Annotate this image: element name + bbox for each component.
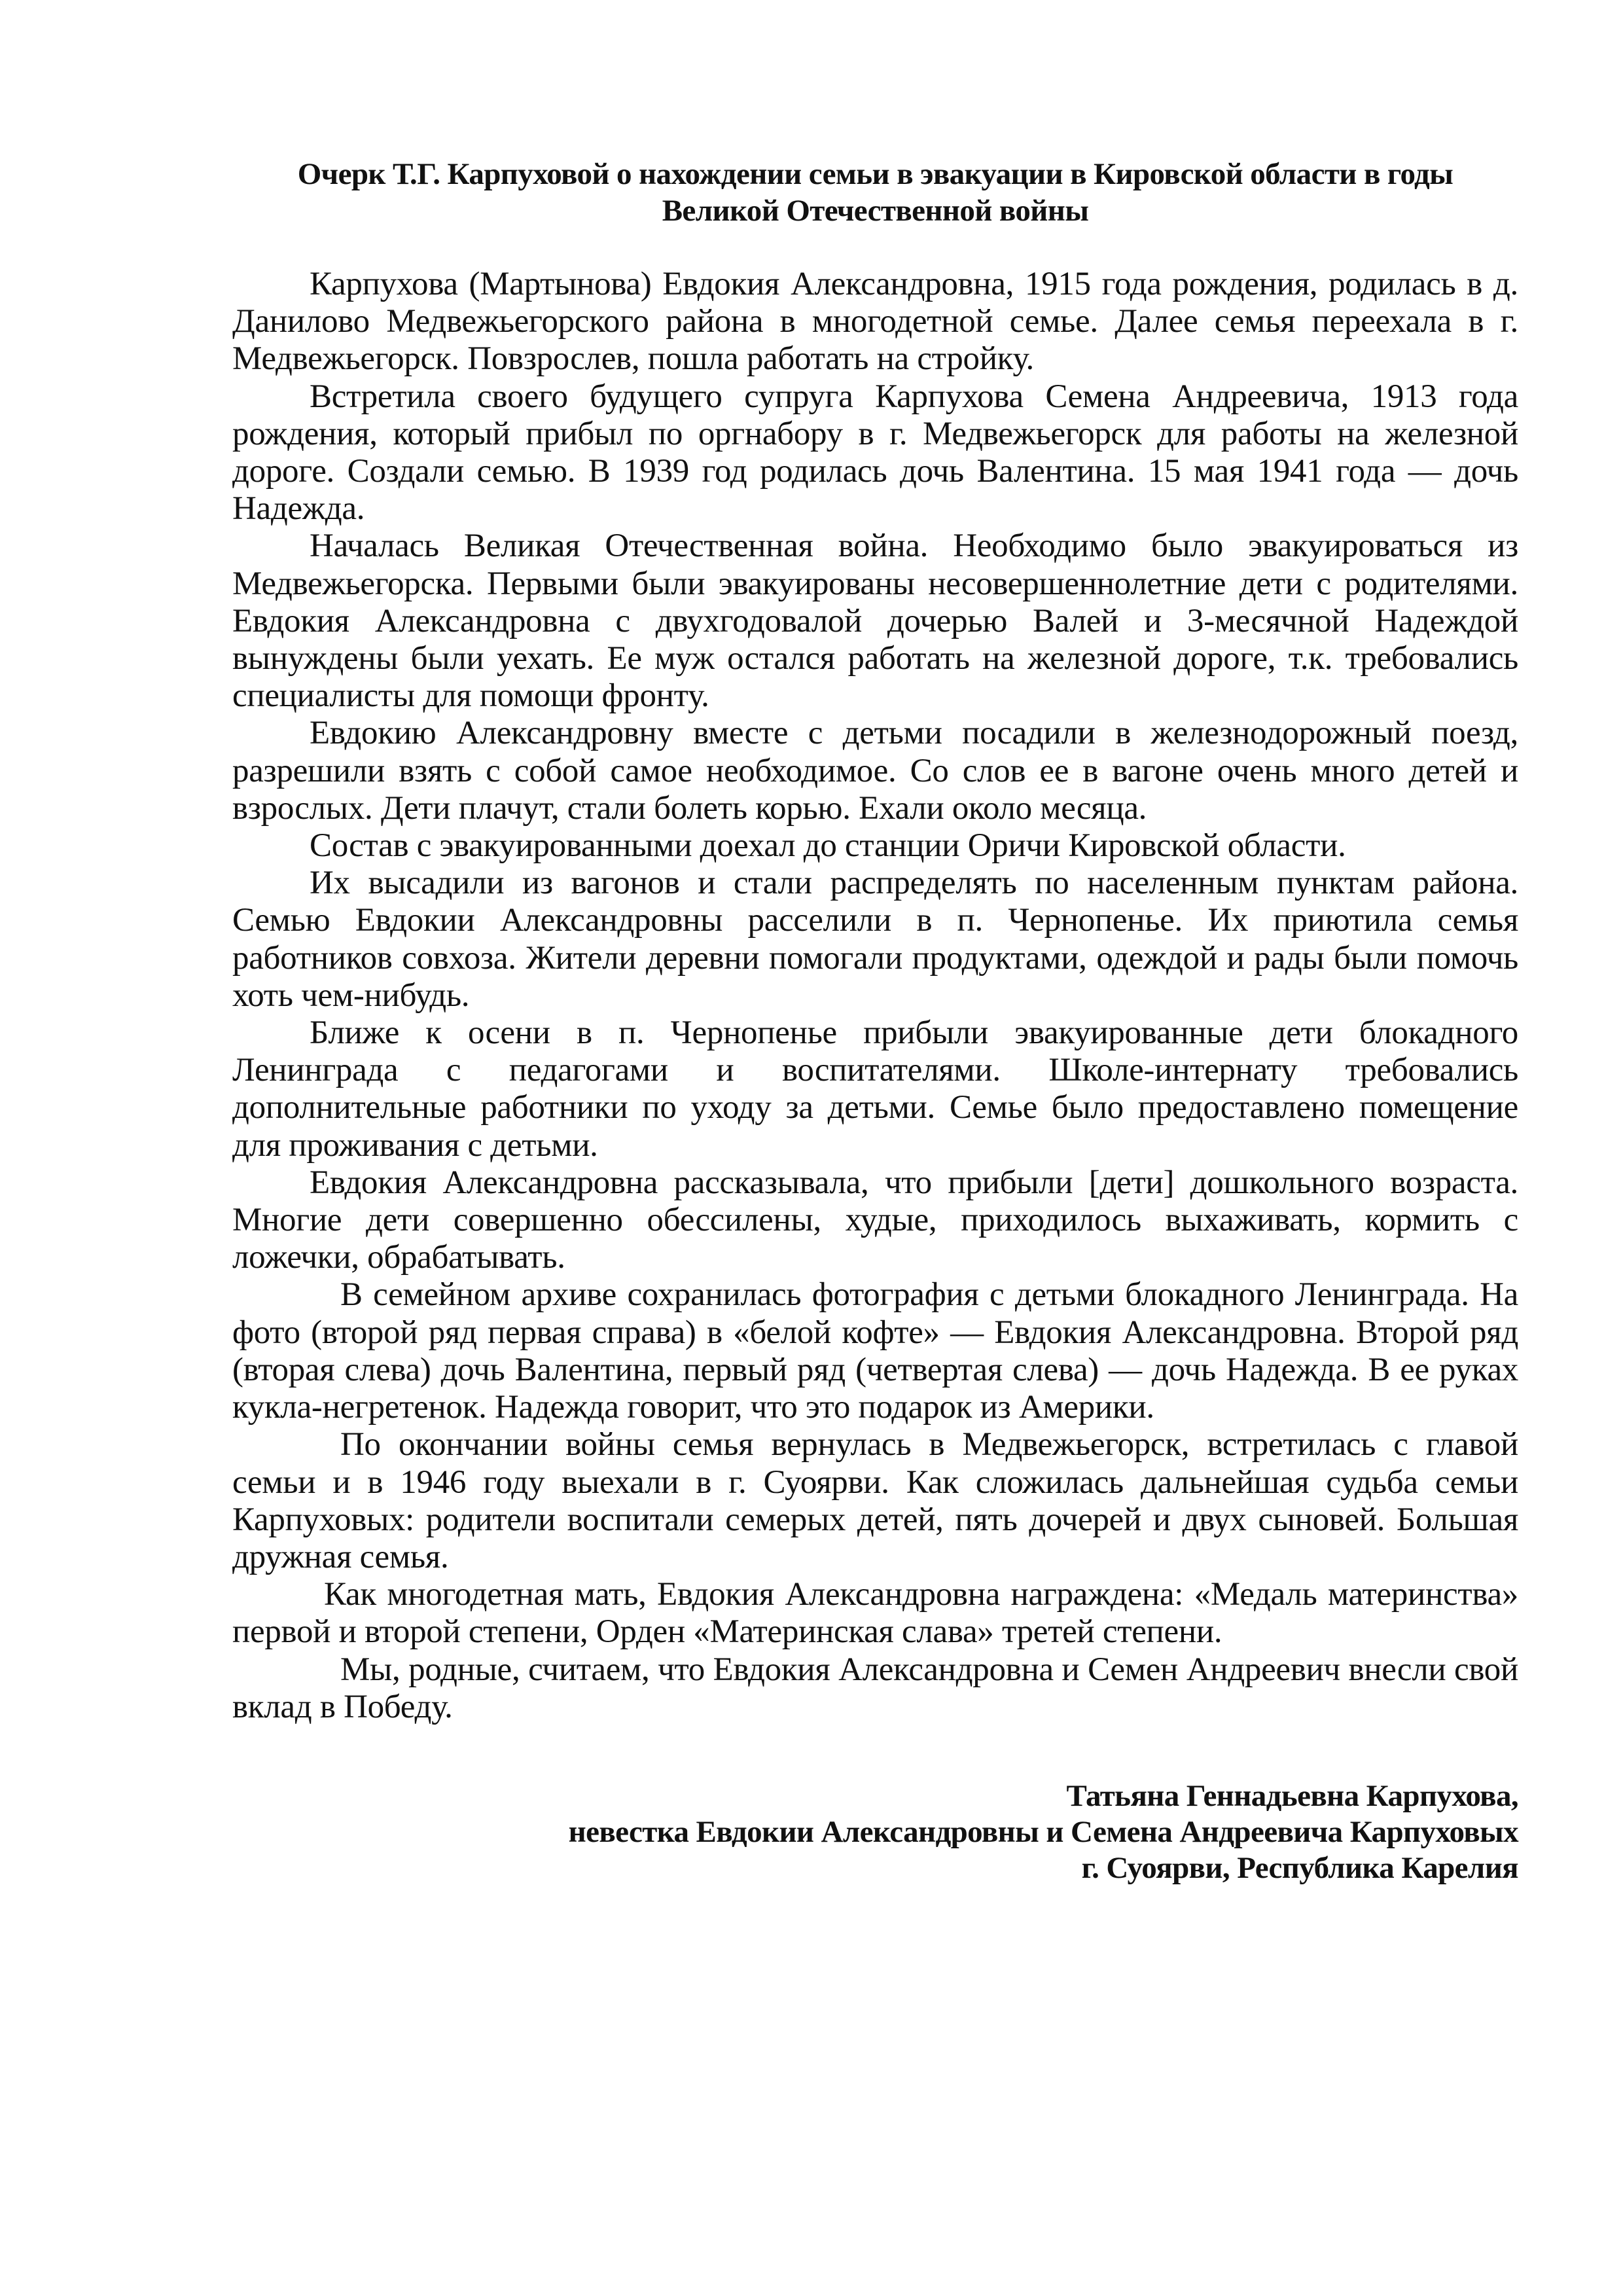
paragraph: Началась Великая Отечественная война. Необходимо было эвакуироваться из Медвежьегорска. Первыми были эвакуированы несовершеннолетние дети с родителями. Евдокия Александровна с двухгодовалой дочерью Валей и 3-месячной Надеждой вынуждены были уехать. Ее муж остался работать на железной дороге, т.к. требовались специалисты для помощи фронту. (232, 528, 1518, 715)
document-title (232, 156, 1518, 229)
paragraph: Евдокию Александровну вместе с детьми посадили в железнодорожный поезд, разрешили взять с собой самое необходимое. Со слов ее в вагоне очень много детей и взрослых. Дети плачут, стали болеть корью. Ехали около месяца. (232, 715, 1518, 827)
document-body (232, 266, 1518, 1726)
paragraph: Как многодетная мать, Евдокия Александровна награждена: «Медаль материнства» первой и второй степени, Орден «Материнская слава» третей степени. (232, 1576, 1518, 1651)
paragraph: Встретила своего будущего супруга Карпухова Семена Андреевича, 1913 года рождения, который прибыл по оргнабору в г. Медвежьегорск для работы на железной дороге. Создали семью. В 1939 год родилась дочь Валентина. 15 мая 1941 года — дочь Надежда. (232, 378, 1518, 528)
paragraph: Карпухова (Мартынова) Евдокия Александровна, 1915 года рождения, родилась в д. Данилово Медвежьегорского района в многодетной семье. Далее семья переехала в г. Медвежьегорск. Повзрослев, пошла работать на стройку. (232, 266, 1518, 378)
title-line-1: Очерк Т.Г. Карпуховой о нахождении семьи в эвакуации в Кировской области в годы (297, 157, 1454, 191)
signature-block (232, 1778, 1518, 1886)
paragraph: Мы, родные, считаем, что Евдокия Александровна и Семен Андреевич внесли свой вклад в Победу. (232, 1651, 1518, 1725)
paragraph: Евдокия Александровна рассказывала, что прибыли [дети] дошкольного возраста. Многие дети совершенно обессилены, худые, приходилось выхаживать, кормить с ложечки, обрабатывать. (232, 1164, 1518, 1276)
paragraph: Состав с эвакуированными доехал до станции Оричи Кировской области. (310, 827, 1346, 865)
paragraph: Их высадили из вагонов и стали распределять по населенным пунктам района. Семью Евдокии Александровны расселили в п. Чернопенье. Их приютила семья работников совхоза. Жители деревни помогали продуктами, одеждой и рады были помочь хоть чем-нибудь. (232, 865, 1518, 1014)
paragraph: Ближе к осени в п. Чернопенье прибыли эвакуированные дети блокадного Ленинграда с педагогами и воспитателями. Школе-интернату требовались дополнительные работники по уходу за детьми. Семье было предоставлено помещение для проживания с детьми. (232, 1014, 1518, 1164)
paragraph: По окончании войны семья вернулась в Медвежьегорск, встретилась с главой семьи и в 1946 году выехали в г. Суоярви. Как сложилась дальнейшая судьба семьи Карпуховых: родители воспитали семерых детей, пять дочерей и двух сыновей. Большая дружная семья. (232, 1426, 1518, 1575)
author-name: Татьяна Геннадьевна Карпухова, (1066, 1778, 1518, 1813)
document-page (232, 156, 1518, 1886)
author-location: г. Суоярви, Республика Карелия (1081, 1850, 1518, 1885)
paragraph: В семейном архиве сохранилась фотография с детьми блокадного Ленинграда. На фото (второй ряд первая справа) в «белой кофте» — Евдокия Александровна. Второй ряд (вторая слева) дочь Валентина, первый ряд (четвертая слева) — дочь Надежда. В ее руках кукла-негретенок. Надежда говорит, что это подарок из Америки. (232, 1276, 1518, 1426)
title-line-2: Великой Отечественной войны (662, 194, 1089, 228)
author-relation: невестка Евдокии Александровны и Семена Андреевича Карпуховых (568, 1814, 1518, 1849)
